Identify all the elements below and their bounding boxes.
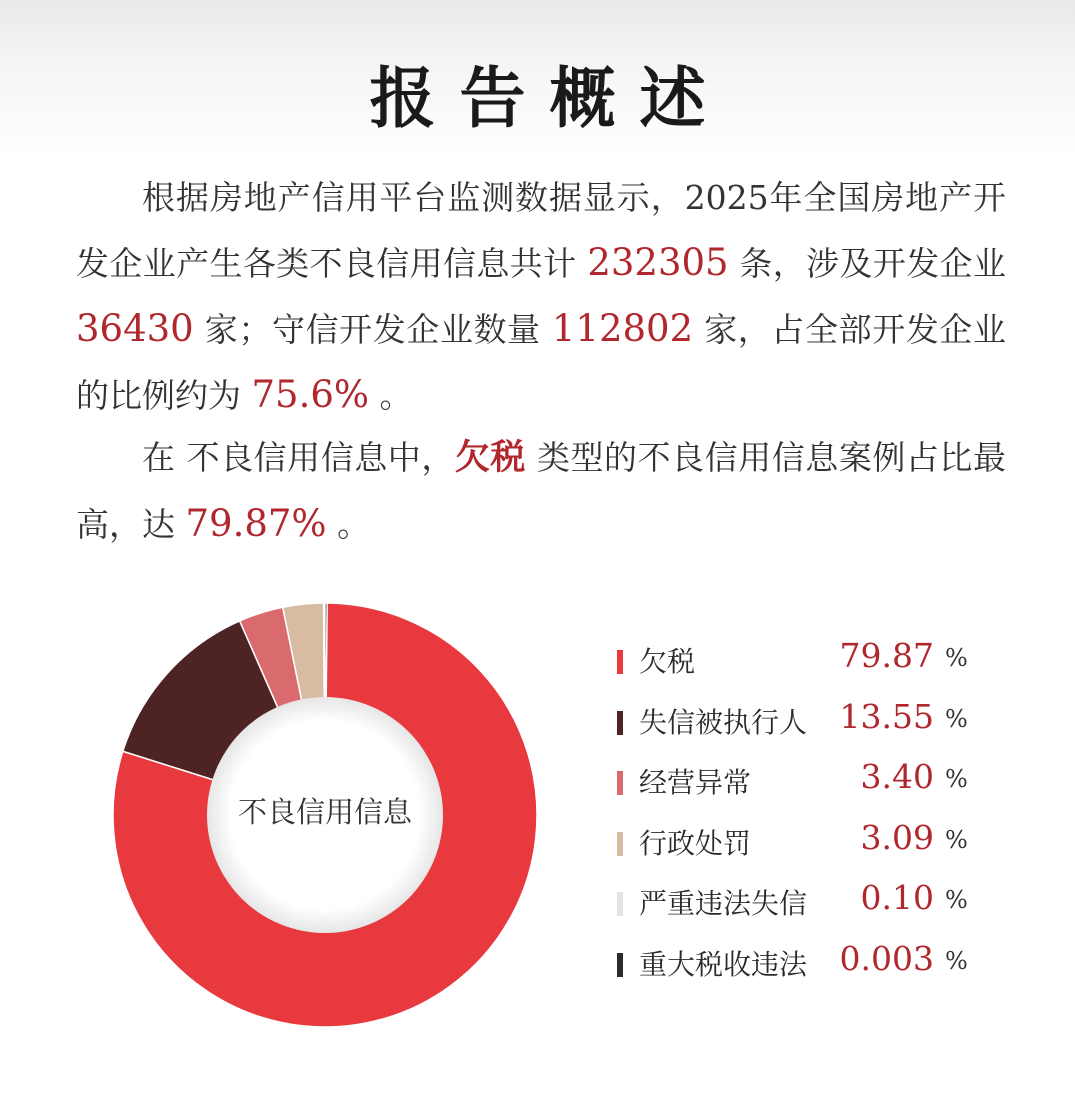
- legend-swatch: [617, 650, 623, 674]
- legend-swatch: [617, 771, 623, 795]
- legend-item: [617, 872, 997, 933]
- trustworthy-companies-value: 112802: [551, 307, 694, 350]
- legend-item: [617, 691, 997, 752]
- chart-legend: [617, 630, 997, 994]
- tax-paragraph: [76, 425, 1006, 557]
- legend-label: 经营异常: [639, 766, 752, 800]
- legend-label: 行政处罚: [639, 826, 752, 860]
- legend-unit: %: [945, 765, 968, 794]
- summary-text-1: 根据房地产信用平台监测数据显示，2025年全国房地产开发企业产生各类不良信用信息共计: [76, 178, 1006, 283]
- legend-item: [617, 812, 997, 873]
- legend-swatch: [617, 711, 623, 735]
- legend-unit: %: [945, 704, 968, 733]
- involved-companies-value: 36430: [76, 307, 194, 350]
- legend-unit: %: [945, 886, 968, 915]
- donut-center-label: 不良信用信息: [237, 795, 412, 829]
- legend-label: 失信被执行人: [639, 705, 808, 739]
- legend-label: 重大税收违法: [639, 947, 808, 981]
- summary-text-3: 家；守信开发企业数量: [193, 310, 552, 349]
- summary-paragraph: [76, 165, 1006, 428]
- total-records-value: 232305: [587, 241, 729, 284]
- legend-value: 3.09: [860, 817, 934, 857]
- page-title: 报告概述: [369, 60, 730, 137]
- legend-unit: %: [945, 946, 968, 975]
- legend-item: [617, 933, 997, 994]
- tax-text-2: 类型的不良信用信息案例占比最高，达: [76, 438, 1006, 544]
- tax-text-3: 。: [326, 505, 371, 544]
- legend-unit: %: [945, 825, 968, 854]
- top-category-ratio-value: 79.87%: [185, 502, 327, 545]
- summary-text-5: 。: [369, 376, 413, 415]
- legend-value: 3.40: [860, 757, 934, 797]
- summary-text-4: 家，占全部开发企业的比例约为: [76, 310, 1006, 415]
- summary-text-2: 条，涉及开发企业: [728, 244, 1006, 283]
- legend-label: 欠税: [639, 645, 696, 678]
- legend-label: 严重违法失信: [639, 887, 808, 921]
- legend-value: 0.10: [860, 878, 934, 918]
- legend-item: [617, 751, 997, 812]
- top-category-highlight: 欠税: [454, 438, 526, 478]
- legend-value: 79.87: [839, 636, 934, 675]
- legend-swatch: [617, 953, 623, 977]
- legend-swatch: [617, 892, 623, 916]
- trustworthy-ratio-value: 75.6%: [251, 373, 370, 416]
- legend-value: 0.003: [839, 938, 934, 978]
- legend-swatch: [617, 832, 623, 856]
- legend-item: [617, 630, 997, 691]
- legend-unit: %: [945, 644, 968, 672]
- tax-text-1: 在 不良信用信息中，: [142, 438, 455, 477]
- legend-value: 13.55: [839, 696, 934, 736]
